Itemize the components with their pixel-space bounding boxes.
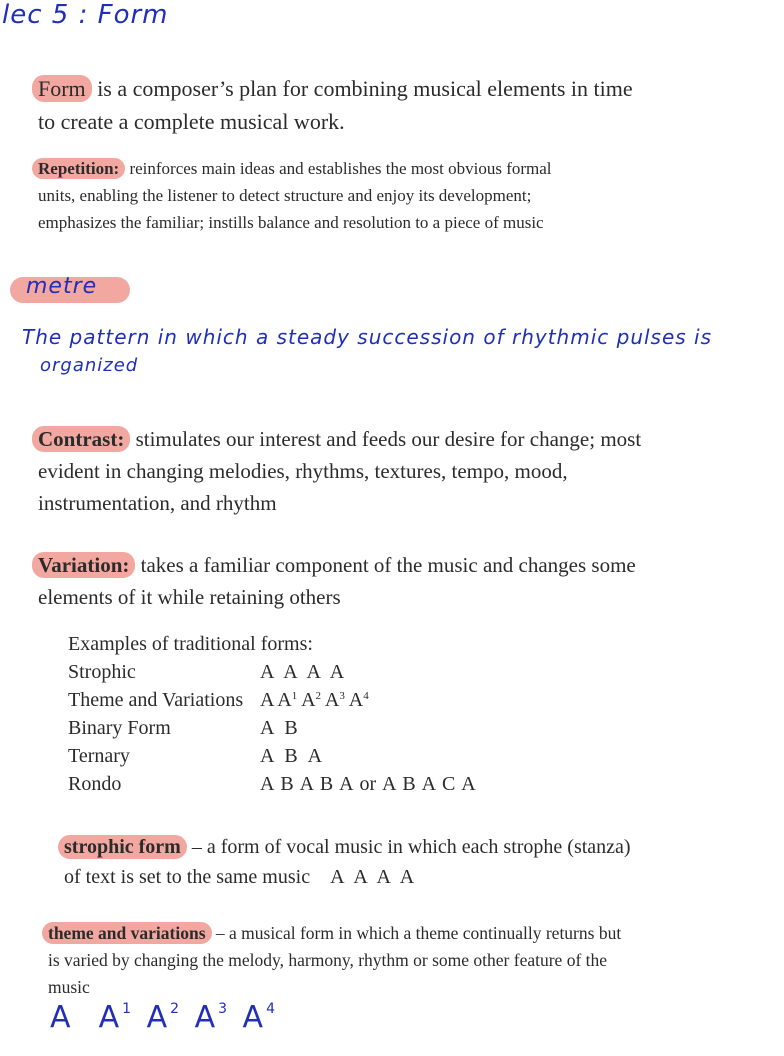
strophic-definition: strophic form – a form of vocal music in which each strophe (stanza) of text is set to the same music A A A A — [64, 832, 644, 892]
strophic-term: strophic form — [58, 835, 187, 859]
strophic-text: a form of vocal music in which each strophe (stanza) of text is set to the same music — [64, 836, 631, 888]
theme-variations-definition: theme and variations – a musical form in which a theme continually returns but is varied by changing the melody, harmony, rhythm or some other feature of the music — [48, 920, 628, 1001]
form-definition-text: is a composer’s plan for combining musical elements in time to create a complete musical work. — [38, 76, 633, 134]
variation-definition — [38, 549, 678, 613]
table-row: Binary Form A B — [68, 717, 298, 739]
examples-heading: Examples of traditional forms: — [68, 633, 313, 655]
theme-variations-term: theme and variations — [42, 922, 212, 944]
repetition-term: Repetition: — [32, 158, 125, 179]
table-row: Theme and Variations A $A^1$ $A^2$ $A^3$ $A^4$ — [68, 686, 476, 714]
theme-variations-text: a musical form in which a theme continually returns but is varied by changing the melody, harmony, rhythm or some other feature of the music — [48, 923, 622, 997]
repetition-definition — [38, 155, 583, 236]
repetition-text: reinforces main ideas and establishes the most obvious formal units, enabling the listener to detect structure and enjoy its development; emphasizes the familiar; instills balance and resolution to a piece of music — [38, 159, 552, 232]
handwritten-variation-pattern: A $A^1$ $A^2$ $A^3$ $A^4$ — [50, 1000, 278, 1035]
metre-term: metre — [26, 274, 98, 299]
table-row: Ternary A B A — [68, 745, 323, 767]
forms-table — [68, 658, 476, 798]
metre-definition-line1: The pattern in which a steady succession of rhythmic pulses is — [22, 325, 713, 349]
contrast-definition — [38, 423, 678, 519]
table-row: Strophic A A A A — [68, 661, 345, 683]
theme-variations-pattern: A $A^1$ $A^2$ $A^3$ $A^4$ — [260, 689, 369, 711]
form-definition — [38, 72, 638, 138]
examples-block — [68, 630, 476, 798]
metre-definition-line2: organized — [40, 355, 139, 376]
strophic-pattern: A A A A — [330, 866, 415, 888]
form-term: Form — [32, 75, 92, 102]
variation-text: takes a familiar component of the music and changes some elements of it while retaining others — [38, 553, 636, 609]
variation-term: Variation: — [32, 552, 135, 578]
table-row: Rondo A B A B A or A B A C A — [68, 773, 476, 795]
page-title: lec 5 : Form — [2, 0, 169, 30]
contrast-term: Contrast: — [32, 426, 130, 452]
contrast-text: stimulates our interest and feeds our desire for change; most evident in changing melodies, rhythms, textures, tempo, mood, instrumentation, and rhythm — [38, 427, 642, 515]
